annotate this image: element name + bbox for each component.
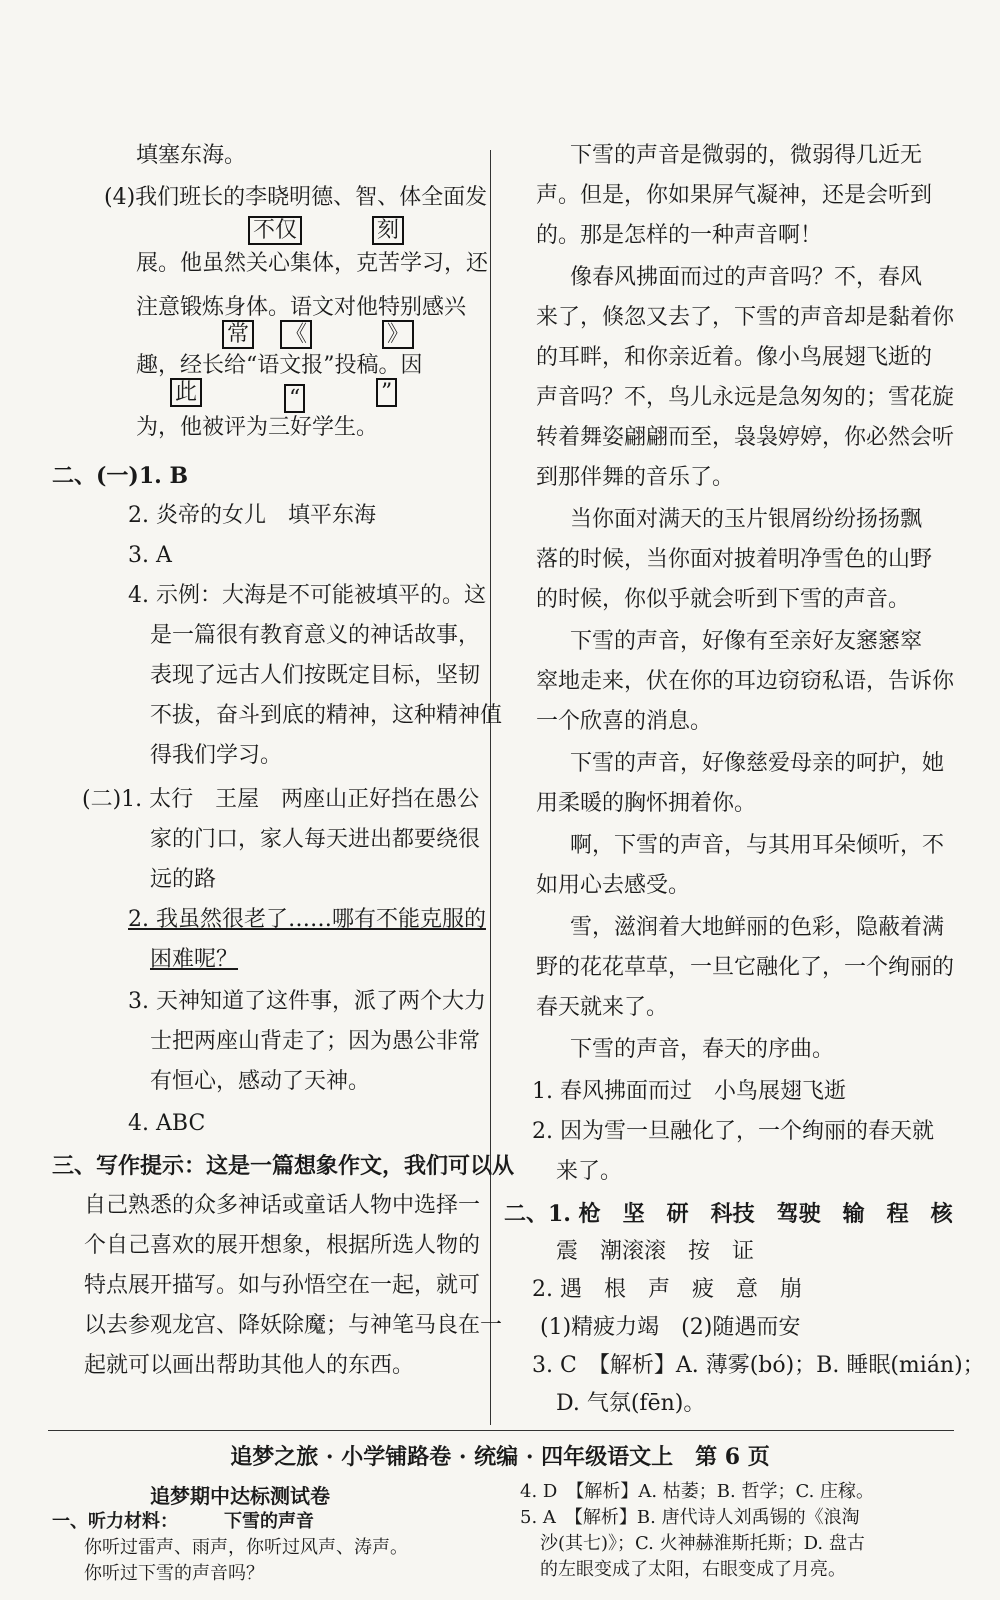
text-line: 你听过下雪的声音吗？ (84, 1563, 264, 1584)
text-line: 来了，倏忽又去了，下雪的声音却是黏着你 (536, 305, 955, 330)
correction-mark (222, 320, 254, 350)
text-line: 1. 春风拂面而过 小鸟展翅飞逝 (532, 1079, 846, 1104)
text-line: 来了。 (556, 1159, 623, 1184)
text-line: 2. 因为雪一旦融化了，一个绚丽的春天就 (532, 1119, 934, 1144)
text-line: 不拔，奋斗到底的精神，这种精神值 (150, 703, 503, 728)
text-line: 4. ABC (128, 1111, 206, 1136)
exam-title: 追梦期中达标测试卷 (150, 1484, 330, 1508)
section-line: 一、听力材料： (52, 1511, 178, 1532)
text-line: 当你面对满天的玉片银屑纷纷扬扬飘 (570, 507, 923, 532)
text-line: 注意锻炼身体。语文对他特别感兴 (136, 295, 467, 320)
underlined-line: 困难呢？ (150, 947, 239, 972)
text-line: 到那伴舞的音乐了。 (536, 465, 735, 490)
correction-box: ” (376, 378, 397, 407)
text-line: 展。他虽然关心集体，克苦学习，还 (136, 251, 489, 276)
correction-mark (382, 320, 414, 350)
section-line: 二、(一)1. B (52, 463, 189, 489)
text-line: 如用心去感受。 (536, 873, 691, 898)
text-line: 的时候，你似乎就会听到下雪的声音。 (536, 587, 911, 612)
text-line: 趣，经长给“语文报”投稿。因 (136, 353, 423, 378)
text-line: 有恒心，感动了天神。 (150, 1069, 371, 1094)
text-line: 填塞东海。 (136, 143, 247, 168)
text-line: 下雪的声音是微弱的，微弱得几近无 (570, 143, 923, 168)
text-line: 的左眼变成了太阳，右眼变成了月亮。 (540, 1559, 846, 1580)
text-line: 2. 炎帝的女儿 填平东海 (128, 503, 376, 528)
text-line: 是一篇很有教育意义的神话故事， (150, 623, 481, 648)
text-line: 转着舞姿翩翩而至，袅袅婷婷，你必然会听 (536, 425, 955, 450)
story-title: 下雪的声音 (224, 1511, 314, 1532)
text-line: 野的花花草草，一旦它融化了，一个绚丽的 (536, 955, 955, 980)
text-line: 表现了远古人们按既定目标，坚韧 (150, 663, 481, 688)
correction-box: 》 (382, 320, 414, 349)
text-line: 声音吗？不，鸟儿永远是急匆匆的；雪花旋 (536, 385, 955, 410)
text-line: 的耳畔，和你亲近着。像小鸟展翅飞逝的 (536, 345, 933, 370)
text-line: 啊，下雪的声音，与其用耳朵倾听，不 (570, 833, 945, 858)
text-line: 下雪的声音，好像慈爱母亲的呵护，她 (570, 751, 945, 776)
section-line: 二、1. 枪 坚 研 科技 驾驶 输 程 核 (504, 1201, 953, 1227)
text-line: 3. 天神知道了这件事，派了两个大力 (128, 989, 486, 1014)
column-divider (490, 150, 491, 1425)
underlined-line: 2. 我虽然很老了……哪有不能克服的 (128, 907, 486, 932)
text-line: 起就可以画出帮助其他人的东西。 (84, 1353, 415, 1378)
text-line: 得我们学习。 (150, 743, 283, 768)
correction-box: 《 (280, 320, 312, 349)
correction-mark (248, 216, 302, 246)
text-line: 一个欣喜的消息。 (536, 709, 713, 734)
text-line: 震 潮滚滚 按 证 (556, 1239, 755, 1264)
text-line: 3. C 【解析】A. 薄雾(bó)；B. 睡眠(mián)； (532, 1353, 985, 1378)
text-line: 4. D 【解析】A. 枯萎；B. 哲学；C. 庄稼。 (520, 1481, 875, 1502)
text-line: 春天就来了。 (536, 995, 669, 1020)
text-line: 沙(其七)》；C. 火神赫淮斯托斯；D. 盘古 (540, 1533, 865, 1554)
text-line: 窣地走来，伏在你的耳边窃窃私语，告诉你 (536, 669, 955, 694)
text-line: 用柔暖的胸怀拥着你。 (536, 791, 757, 816)
correction-mark (284, 384, 305, 414)
text-line: 远的路 (150, 867, 217, 892)
text-line: (二)1. 太行 王屋 两座山正好挡在愚公 (82, 787, 480, 812)
text-line: 你听过雷声、雨声，你听过风声、涛声。 (84, 1537, 408, 1558)
text-line: 像春风拂面而过的声音吗？不，春风 (570, 265, 923, 290)
correction-box: 刻 (372, 216, 404, 245)
text-line: 雪，滋润着大地鲜丽的色彩，隐蔽着满 (570, 915, 945, 940)
text-line: 家的门口，家人每天进出都要绕很 (150, 827, 481, 852)
text-line: 4. 示例：大海是不可能被填平的。这 (128, 583, 486, 608)
correction-box: 此 (170, 378, 202, 407)
correction-box: 常 (222, 320, 254, 349)
text-line: 特点展开描写。如与孙悟空在一起，就可 (84, 1273, 481, 1298)
text-line: 士把两座山背走了；因为愚公非常 (150, 1029, 481, 1054)
text-line: 为，他被评为三好学生。 (136, 415, 379, 440)
text-line: 自己熟悉的众多神话或童话人物中选择一 (84, 1193, 481, 1218)
text-line: D. 气氛(fēn)。 (556, 1391, 706, 1416)
text-line: 落的时候，当你面对披着明净雪色的山野 (536, 547, 933, 572)
correction-mark (170, 378, 202, 408)
page-footer: 追梦之旅 · 小学铺路卷 · 统编 · 四年级语文上 第 6 页 (230, 1444, 770, 1470)
text-line: 下雪的声音，春天的序曲。 (570, 1037, 835, 1062)
text-line: 声。但是，你如果屏气凝神，还是会听到 (536, 183, 933, 208)
text-line: 下雪的声音，好像有至亲好友窸窸窣 (570, 629, 923, 654)
text-line: 5. A 【解析】B. 唐代诗人刘禹锡的《浪淘 (520, 1507, 860, 1528)
correction-mark (376, 378, 397, 408)
text-line: 个自己喜欢的展开想象，根据所选人物的 (84, 1233, 481, 1258)
section-line: 三、写作提示：这是一篇想象作文，我们可以从 (52, 1153, 515, 1179)
text-line: 的。那是怎样的一种声音啊！ (536, 223, 823, 248)
text-line: (4)我们班长的李晓明德、智、体全面发 (104, 185, 488, 210)
text-line: 2. 遇 根 声 疲 意 崩 (532, 1277, 802, 1302)
text-line: 3. A (128, 543, 172, 568)
correction-mark (372, 216, 404, 246)
correction-box: 不仅 (248, 216, 302, 245)
footer-divider (48, 1430, 954, 1431)
text-line: (1)精疲力竭 (2)随遇而安 (540, 1315, 801, 1340)
text-line: 以去参观龙宫、降妖除魔；与神笔马良在一 (84, 1313, 503, 1338)
correction-mark (280, 320, 312, 350)
correction-box: “ (284, 384, 305, 413)
